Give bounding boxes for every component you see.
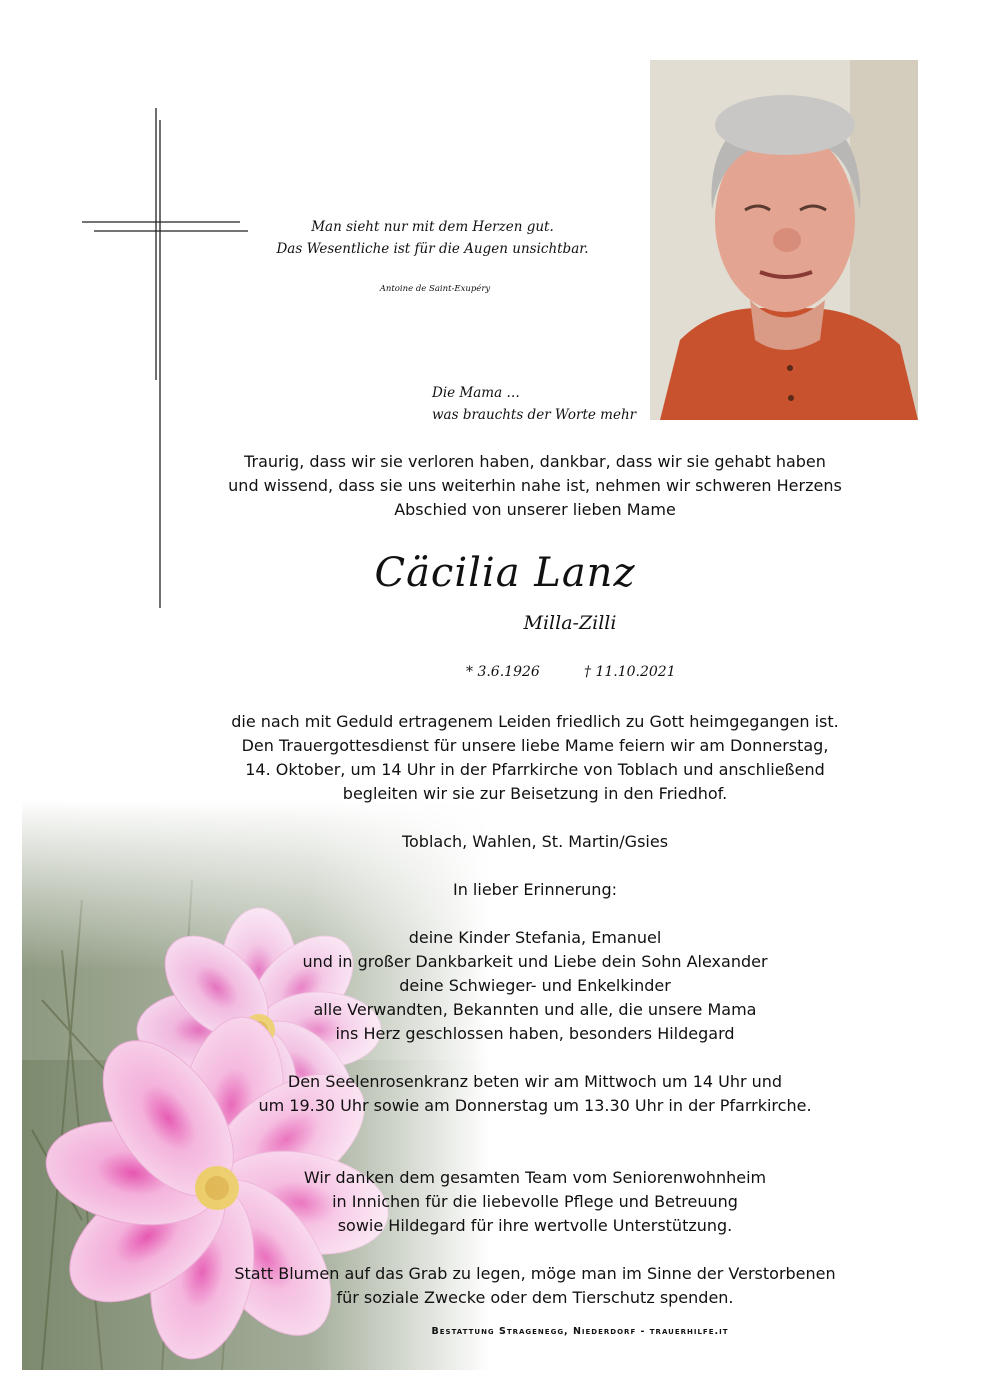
portrait-photo (650, 60, 918, 420)
thanks-line: Wir danken dem gesamten Team vom Seniorenwohnheim (303, 1168, 767, 1187)
thanks-line: sowie Hildegard für ihre wertvolle Unterstützung. (337, 1216, 733, 1235)
quote-line: Das Wesentliche ist für die Augen unsichtbar. (276, 241, 589, 257)
intro-line: und wissend, dass sie uns weiterhin nahe ist, nehmen wir schweren Herzens (228, 476, 842, 495)
donation-line: für soziale Zwecke oder dem Tierschutz spenden. (336, 1288, 734, 1307)
mourners-heading: In lieber Erinnerung: (452, 880, 617, 899)
mourner-line: ins Herz geschlossen haben, besonders Hildegard (335, 1024, 735, 1043)
intro-line: Abschied von unserer lieben Mame (394, 500, 676, 519)
intro-line: Traurig, dass wir sie verloren haben, dankbar, dass wir sie gehabt haben (244, 452, 826, 471)
quote (255, 216, 610, 260)
places: Toblach, Wahlen, St. Martin/Gsies (401, 832, 669, 851)
mourner-line: alle Verwandten, Bekannten und alle, die unsere Mama (313, 1000, 757, 1019)
deceased-name: Cäcilia Lanz (374, 550, 636, 596)
mama-verse (432, 382, 636, 426)
mama-line: was brauchts der Worte mehr (432, 407, 637, 423)
funeral-home-footer: Bestattung Stragenegg, Niederdorf - trauerhilfe.it (431, 1326, 729, 1337)
quote-author: Antoine de Saint-Exupéry (379, 284, 491, 294)
rosary-line: um 19.30 Uhr sowie am Donnerstag um 13.30 Uhr in der Pfarrkirche. (258, 1096, 812, 1115)
mourner-line: und in großer Dankbarkeit und Liebe dein Sohn Alexander (302, 952, 768, 971)
mourner-line: deine Schwieger- und Enkelkinder (399, 976, 671, 995)
death-date: † 11.10.2021 (584, 664, 676, 680)
birth-date: * 3.6.1926 (466, 664, 540, 680)
passing-line: begleiten wir sie zur Beisetzung in den Friedhof. (342, 784, 728, 803)
passing-line: Den Trauergottesdienst für unsere liebe Mame feiern wir am Donnerstag, (241, 736, 829, 755)
passing-line: 14. Oktober, um 14 Uhr in der Pfarrkirche von Toblach und anschließend (245, 760, 825, 779)
mama-line: Die Mama … (432, 385, 520, 401)
intro-text (190, 450, 880, 522)
passing-line: die nach mit Geduld ertragenem Leiden friedlich zu Gott heimgegangen ist. (231, 712, 839, 731)
donation-line: Statt Blumen auf das Grab zu legen, möge man im Sinne der Verstorbenen (234, 1264, 836, 1283)
cross-icon (80, 100, 255, 610)
deceased-nickname: Milla-Zilli (523, 612, 617, 634)
thanks-line: in Innichen für die liebevolle Pflege und Betreuung (332, 1192, 738, 1211)
obituary-body (190, 710, 880, 1310)
mourner-line: deine Kinder Stefania, Emanuel (408, 928, 662, 947)
rosary-line: Den Seelenrosenkranz beten wir am Mittwoch um 14 Uhr und (287, 1072, 783, 1091)
quote-line: Man sieht nur mit dem Herzen gut. (311, 219, 554, 235)
